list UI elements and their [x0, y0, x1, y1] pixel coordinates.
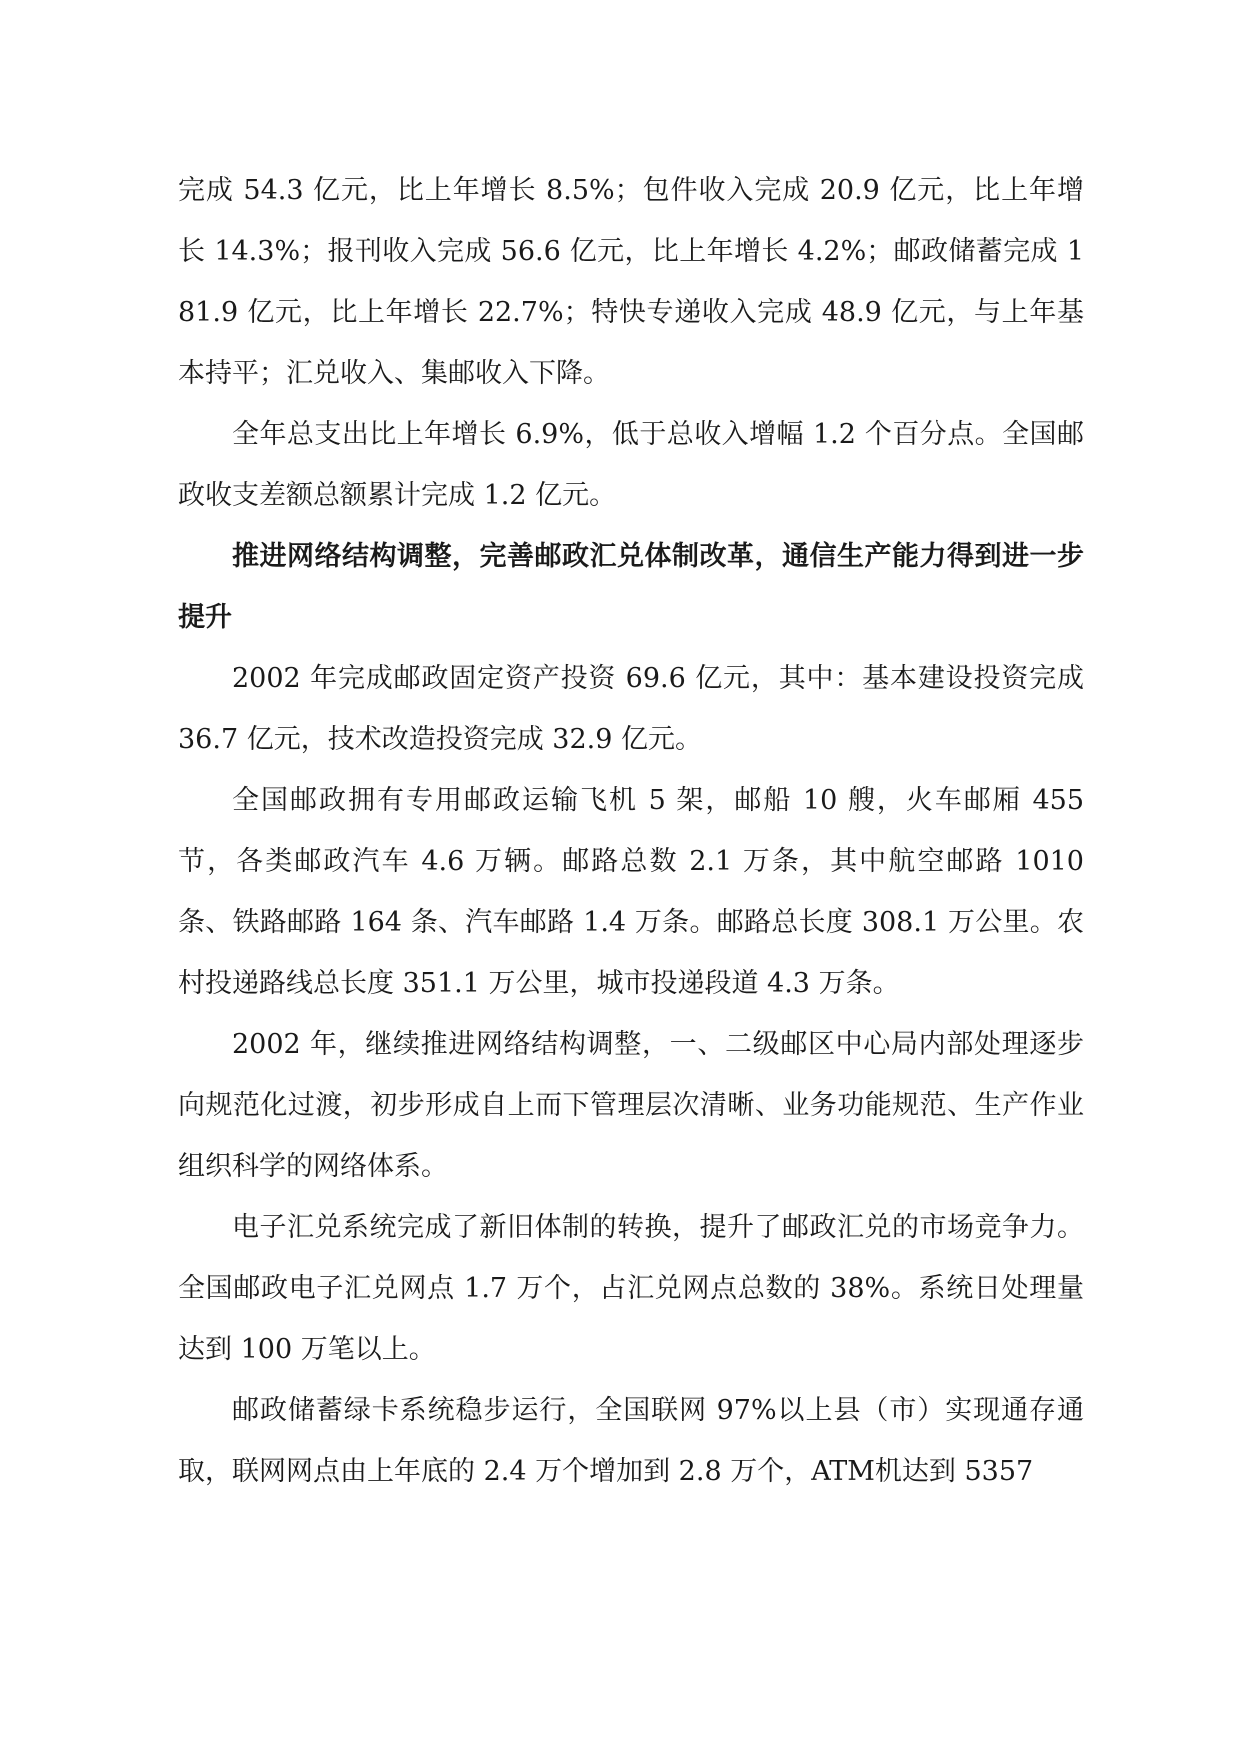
section-heading: 推进网络结构调整，完善邮政汇兑体制改革，通信生产能力得到进一步提升: [178, 541, 1084, 633]
paragraph-fixed-asset-investment: 2002 年完成邮政固定资产投资 69.6 亿元，其中：基本建设投资完成 36.7 亿元，技术改造投资完成 32.9 亿元。: [178, 663, 1084, 755]
document-page: [178, 160, 1084, 1502]
paragraph-network-restructuring: 2002 年，继续推进网络结构调整，一、二级邮区中心局内部处理逐步向规范化过渡，初步形成自上而下管理层次清晰、业务功能规范、生产作业组织科学的网络体系。: [178, 1029, 1084, 1182]
paragraph-savings-green-card: 邮政储蓄绿卡系统稳步运行，全国联网 97%以上县（市）实现通存通取，联网网点由上年底的 2.4 万个增加到 2.8 万个，ATM机达到 5357: [178, 1395, 1084, 1487]
paragraph-revenue-breakdown: 完成 54.3 亿元，比上年增长 8.5%；包件收入完成 20.9 亿元，比上年增长 14.3%；报刊收入完成 56.6 亿元，比上年增长 4.2%；邮政储蓄完成 181.9 亿元，比上年增长 22.7%；特快专递收入完成 48.9 亿元，与上年基本持平；汇兑收入、集邮收入下降。: [178, 175, 1084, 389]
paragraph-transport-network: 全国邮政拥有专用邮政运输飞机 5 架，邮船 10 艘，火车邮厢 455 节，各类邮政汽车 4.6 万辆。邮路总数 2.1 万条，其中航空邮路 1010 条、铁路邮路 164 条、汽车邮路 1.4 万条。邮路总长度 308.1 万公里。农村投递路线总长度 351.1 万公里，城市投递段道 4.3 万条。: [178, 785, 1084, 999]
paragraph-electronic-remittance: 电子汇兑系统完成了新旧体制的转换，提升了邮政汇兑的市场竞争力。全国邮政电子汇兑网点 1.7 万个，占汇兑网点总数的 38%。系统日处理量达到 100 万笔以上。: [178, 1212, 1084, 1365]
paragraph-expenditure: 全年总支出比上年增长 6.9%，低于总收入增幅 1.2 个百分点。全国邮政收支差额总额累计完成 1.2 亿元。: [178, 419, 1084, 511]
